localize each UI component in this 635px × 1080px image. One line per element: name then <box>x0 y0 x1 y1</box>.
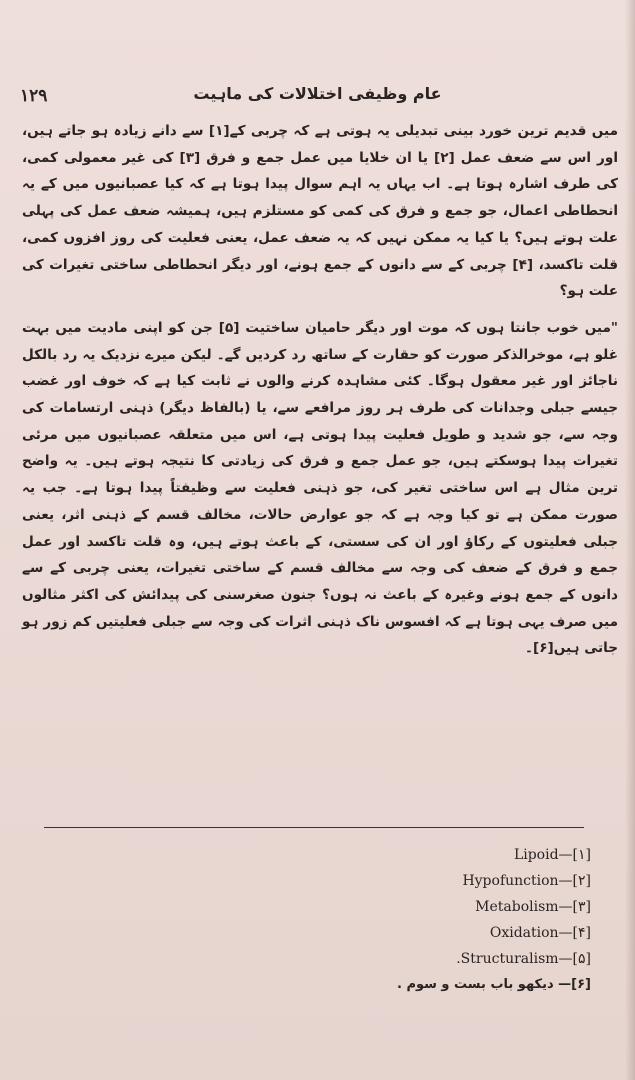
footnote-3: Metabolism—[۳] <box>475 899 591 915</box>
footnote-divider <box>44 827 584 828</box>
running-title: عام وظیفی اختلالات کی ماہیت <box>193 84 442 103</box>
paragraph-spacer <box>22 305 618 315</box>
footnote-5: .Structuralism—[۵] <box>456 951 591 967</box>
footnote-2: Hypofunction—[۲] <box>462 873 591 889</box>
paragraph-1: میں قدیم ترین خورد بینی تبدیلی یہ ہوتی ہے کہ چربی کے[۱] سے دانے زیادہ ہو جاتے ہیں، اور اس سے ضعف عمل [۲] یا ان خلایا میں عمل جمع و فرق [۳] کی غیر معمولی کمی، کی طرف اشارہ ہوتا ہے۔ اب یہاں یہ اہم سوال پیدا ہوتا ہے کہ کیا عصبانیوں میں کے یہ انحطاطی اعمال، جو جمع و فرق کی کمی کو مستلزم ہیں، ہمیشہ ضعف عمل کی پہلی علت ہوتے ہیں؟ یا کیا یہ ممکن نہیں کہ یہ ضعف عمل، یعنی فعلیت کی روز افزوں کمی، قلت تاکسد، [۴] چربی کے سے دانوں کے جمع ہونے، اور دیگر انحطاطی ساختی تغیرات کی علت ہو؟ <box>22 123 618 300</box>
footnote-6: [۶]— دیکھو باب بست و سوم . <box>396 977 591 992</box>
main-text <box>22 118 618 662</box>
page-edge-shadow <box>625 0 635 1080</box>
paragraph-2-quote: "میں خوب جانتا ہوں کہ موت اور دیگر حامیان ساختیت [۵] جن کو اپنی مادیت میں بہت غلو ہے، موخرالذکر صورت کو حقارت کے ساتھ رد کردیں گے۔ لیکن میرے نزدیک یہ رد بالکل ناجائز اور غیر معقول ہوگا۔ کئی مشاہدہ کرنے والوں نے ثابت کیا ہے کہ خوف اور غضب جیسے جبلی وجدانات کی طرف ہر روز مرافعے سے، یا (بالفاظ دیگر) ذہنی ارتسامات کی وجہ سے، جو شدید و طویل فعلیت پیدا ہوتی ہے، اس میں متعلقہ عصبانیوں میں مرئی تغیرات پیدا ہوسکتے ہیں، جو عمل جمع و فرق کی زیادتی کا نتیجہ ہوتے ہیں۔ یہ واضح ترین مثال ہے اس ساختی تغیر کی، جو ذہنی فعلیت سے وظیفتاً پیدا ہوتا ہے۔ جب یہ صورت ممکن ہے تو کیا وجہ ہے کہ جو عوارض حالات، مخالف قسم کے ذہنی اثر، یعنی جبلی فعلیتوں کے رکاؤ اور ان کی سستی، کے باعث ہوتے ہیں، وہ قلت تاکسد اور عمل جمع و فرق کے ضعف کی وجہ سے مخالف قسم کے ساختی تغیرات، یعنی چربی کے سے دانوں کے جمع ہونے وغیرہ کے باعث نہ ہوں؟ جنون صغرسنی کی پیدائش کی اکثر مثالوں میں صرف یہی ہوتا ہے کہ افسوس ناک ذہنی اثرات کی وجہ سے جبلی فعلیتیں کم زور ہو جاتی ہیں[۶]۔ <box>22 319 618 657</box>
footnote-1: Lipoid—[۱] <box>513 847 591 863</box>
page-number: ۱۲۹ <box>20 86 48 106</box>
page-header <box>20 84 615 118</box>
footnotes <box>291 842 591 998</box>
footnote-4: Oxidation—[۴] <box>489 925 591 941</box>
